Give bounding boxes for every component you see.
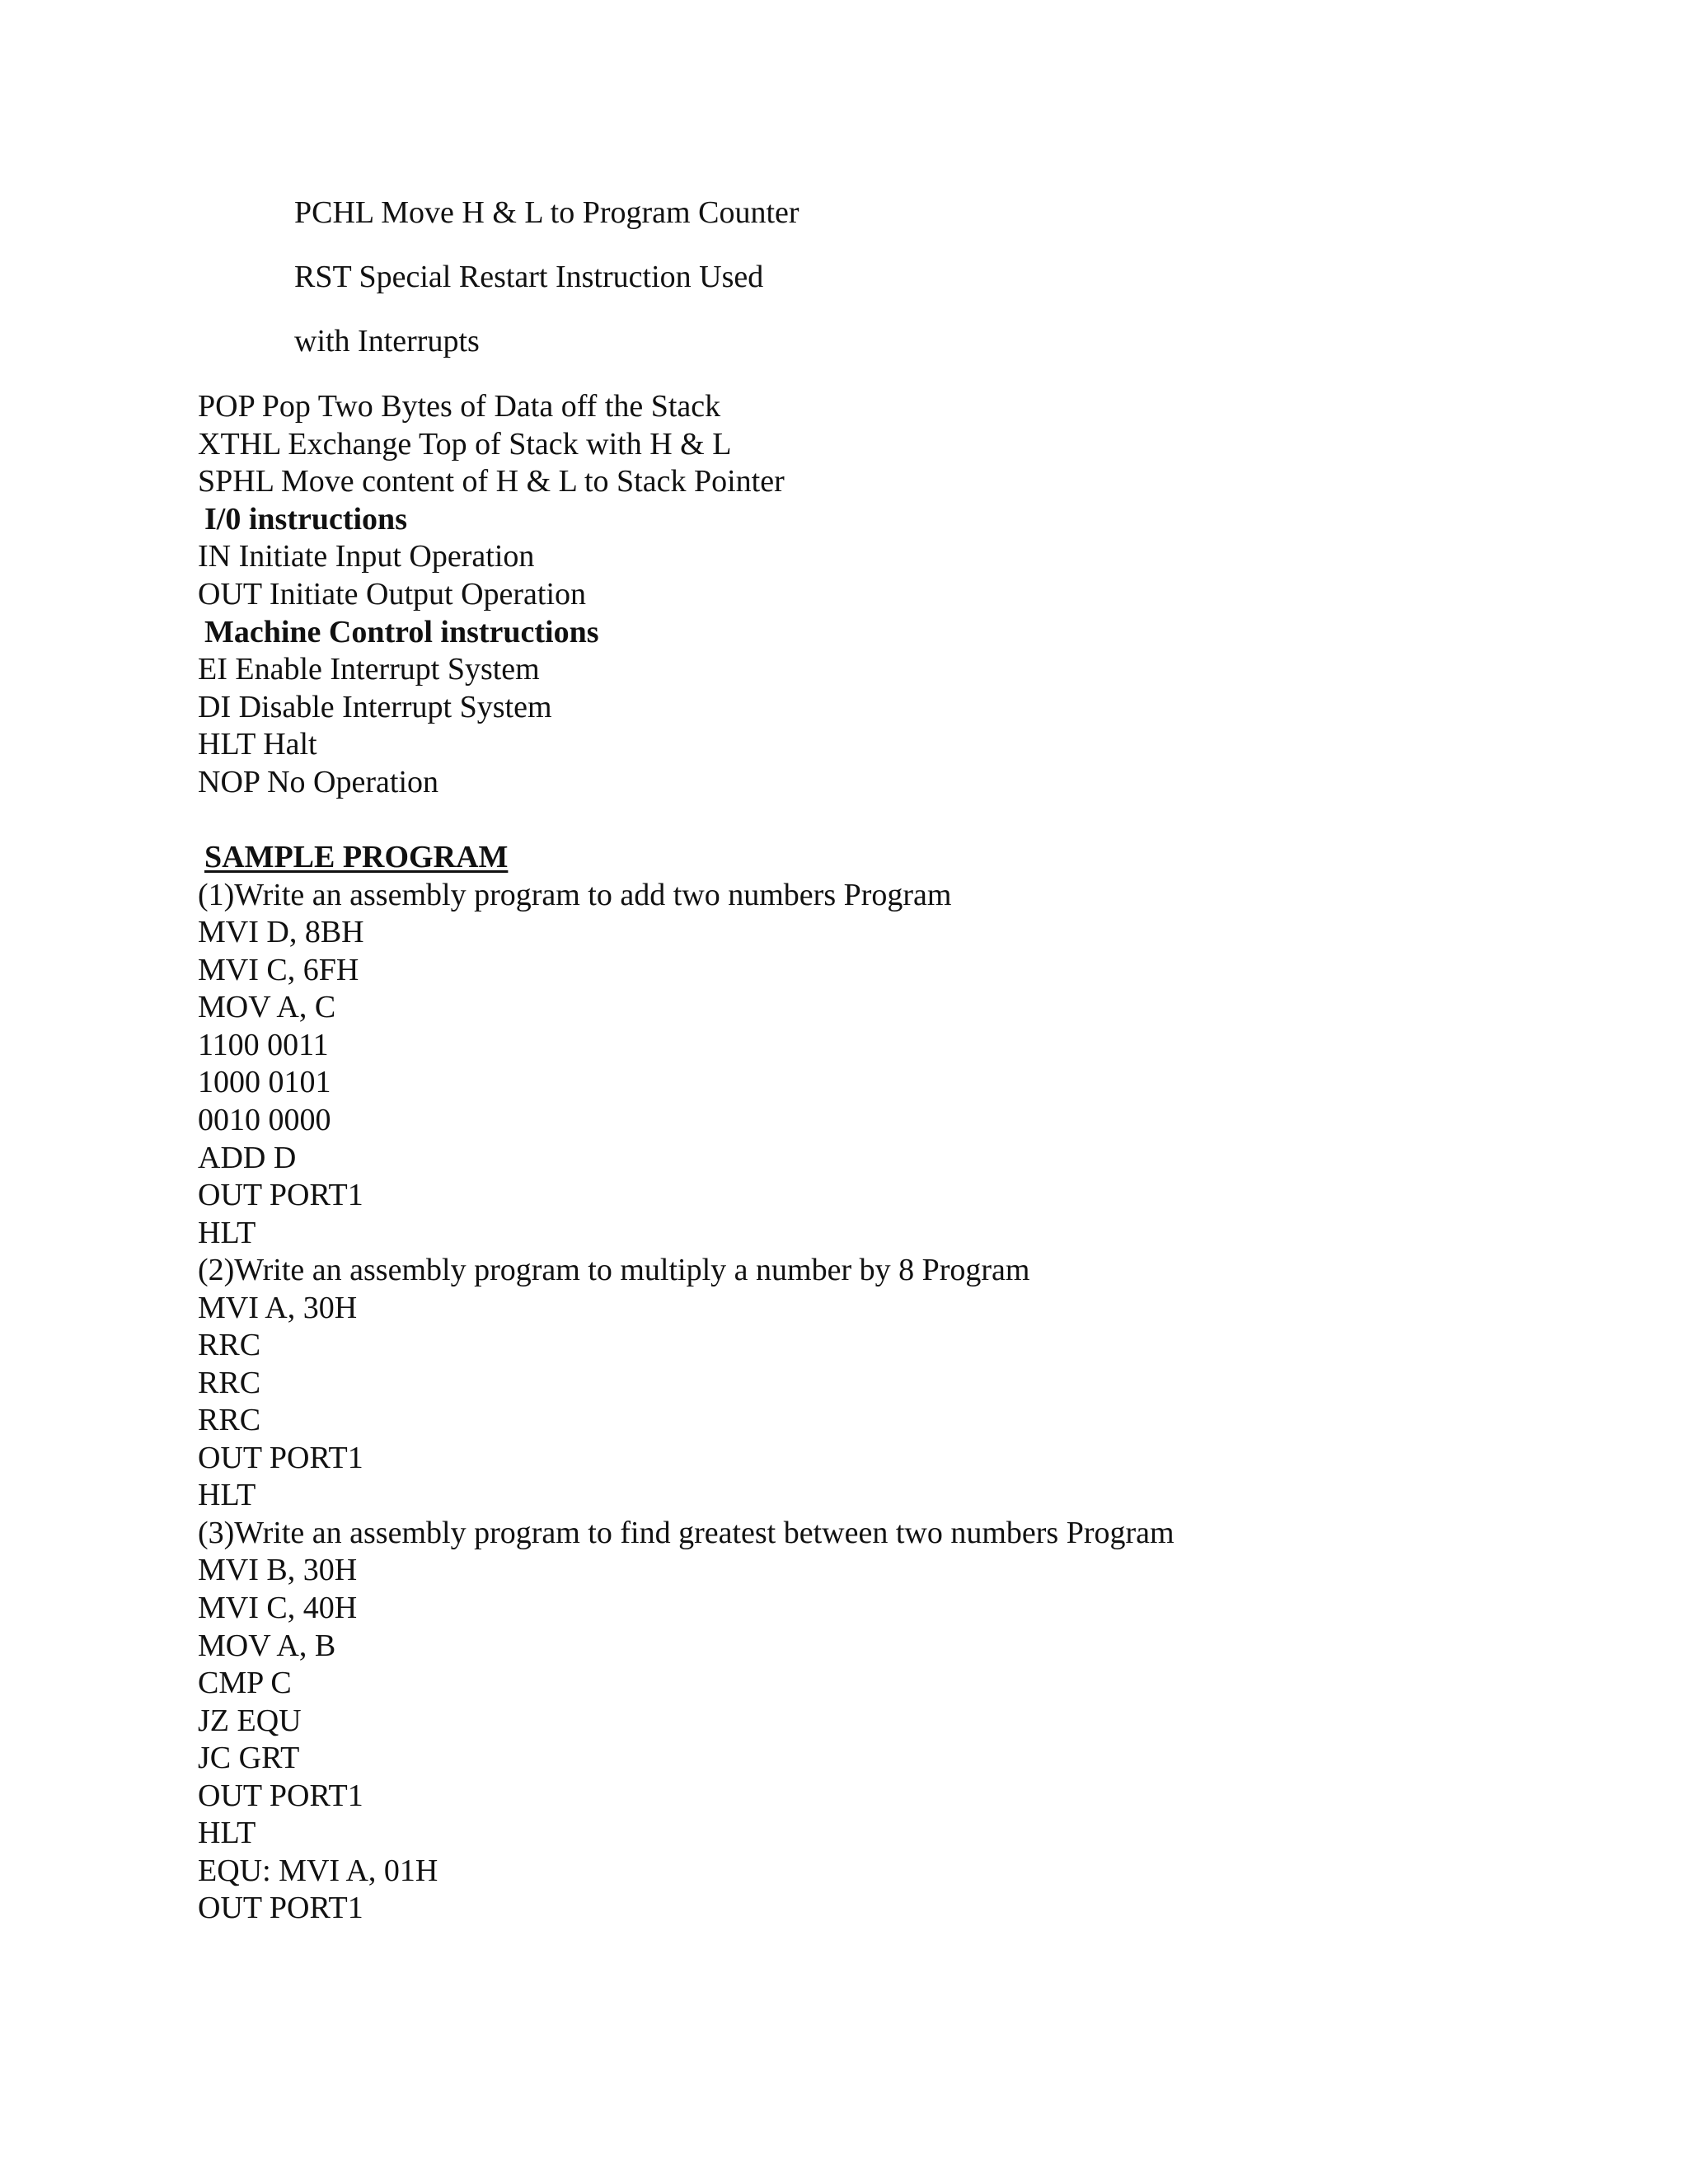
code-line: JC GRT: [198, 1741, 300, 1775]
code-line: MOV A, B: [198, 1629, 336, 1663]
text-line: SPHL Move content of H & L to Stack Pointer: [198, 464, 785, 499]
text-line: XTHL Exchange Top of Stack with H & L: [198, 427, 732, 462]
io-heading: I/0 instructions: [204, 502, 407, 537]
program-title: (2)Write an assembly program to multiply a number by 8 Program: [198, 1253, 1030, 1287]
sample-program-heading: SAMPLE PROGRAM: [204, 840, 509, 874]
text-line: POP Pop Two Bytes of Data off the Stack: [198, 389, 721, 424]
text-line: PCHL Move H & L to Program Counter: [294, 195, 799, 230]
code-line: OUT PORT1: [198, 1178, 363, 1212]
text-line: with Interrupts: [294, 324, 480, 359]
code-line: MVI D, 8BH: [198, 915, 364, 949]
code-line: JZ EQU: [198, 1704, 302, 1738]
code-line: EQU: MVI A, 01H: [198, 1854, 438, 1888]
code-line: HLT: [198, 1478, 256, 1512]
code-line: 1100 0011: [198, 1028, 329, 1062]
program-title: (3)Write an assembly program to find greatest between two numbers Program: [198, 1516, 1175, 1550]
text-line: IN Initiate Input Operation: [198, 539, 535, 574]
program-title: (1)Write an assembly program to add two numbers Program: [198, 878, 952, 912]
code-line: OUT PORT1: [198, 1891, 363, 1925]
text-line: DI Disable Interrupt System: [198, 690, 552, 724]
machine-control-heading: Machine Control instructions: [204, 615, 599, 649]
text-line: OUT Initiate Output Operation: [198, 577, 587, 612]
code-line: MOV A, C: [198, 990, 336, 1024]
code-line: CMP C: [198, 1666, 292, 1700]
code-line: HLT: [198, 1816, 256, 1850]
text-line: EI Enable Interrupt System: [198, 652, 540, 687]
code-line: MVI A, 30H: [198, 1291, 358, 1325]
code-line: 0010 0000: [198, 1103, 331, 1137]
text-line: HLT Halt: [198, 727, 317, 762]
code-line: RRC: [198, 1328, 261, 1362]
code-line: MVI C, 6FH: [198, 953, 359, 987]
code-line: MVI B, 30H: [198, 1553, 358, 1587]
code-line: OUT PORT1: [198, 1779, 363, 1813]
code-line: OUT PORT1: [198, 1441, 363, 1475]
code-line: RRC: [198, 1366, 261, 1400]
code-line: 1000 0101: [198, 1065, 331, 1099]
code-line: MVI C, 40H: [198, 1591, 358, 1625]
code-line: HLT: [198, 1216, 256, 1250]
code-line: ADD D: [198, 1141, 297, 1175]
text-line: NOP No Operation: [198, 765, 438, 799]
text-line: RST Special Restart Instruction Used: [294, 260, 764, 294]
code-line: RRC: [198, 1403, 261, 1437]
